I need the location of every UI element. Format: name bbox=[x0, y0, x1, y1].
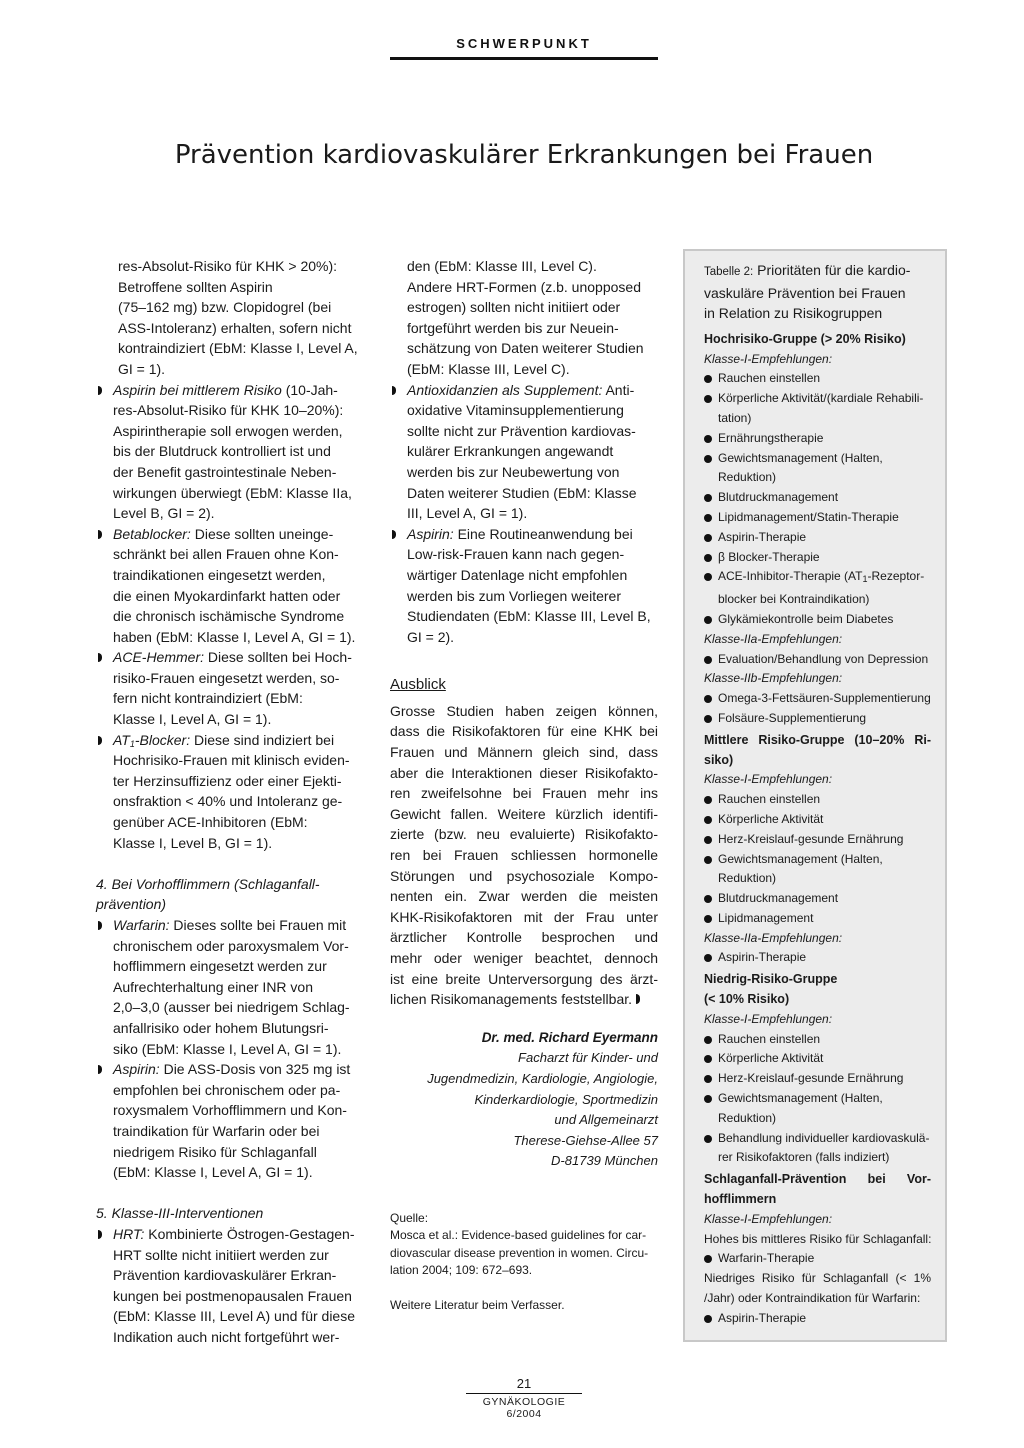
author-name: Dr. med. Richard Eyermann bbox=[481, 1029, 658, 1045]
text-line: sollte nicht zur Prävention kardiovas- bbox=[407, 422, 636, 439]
text-line: Störungen und psychosoziale Kompo- bbox=[390, 867, 658, 884]
list-item bbox=[704, 567, 931, 590]
text-line: Prävention kardiovaskulärer Erkran- bbox=[113, 1267, 337, 1284]
text-line: ren zweifelsohne bei Frauen mehr ins bbox=[390, 785, 658, 802]
text-line: GI = 2). bbox=[407, 628, 455, 645]
text-line: wirkungen überwiegt (EbM: Klasse IIa, bbox=[113, 484, 352, 501]
text: Kombinierte Östrogen-Gestagen- bbox=[144, 1225, 355, 1242]
text-line: den (EbM: Klasse III, Level C). bbox=[407, 258, 597, 274]
text-line: Low-risk-Frauen kann nach gegen- bbox=[407, 546, 625, 563]
term: Warfarin: bbox=[113, 917, 170, 933]
bullet-aspirin-mittel bbox=[96, 380, 372, 401]
text-line: der Benefit gastrointestinale Neben- bbox=[113, 463, 337, 480]
text-line: Studiendaten (EbM: Klasse III, Level B, bbox=[407, 608, 651, 625]
text-line-last bbox=[390, 989, 658, 1010]
text-line: chronischem oder paroxysmalem Vor- bbox=[113, 937, 349, 954]
list-item: Lipidmanagement bbox=[704, 909, 931, 929]
text-line: risiko-Frauen eingesetzt werden, so- bbox=[113, 669, 340, 686]
text-line: Hochrisiko-Frauen mit klinisch eviden- bbox=[113, 752, 350, 769]
bullet-antioxidanzien bbox=[390, 380, 658, 401]
bullet-at1-blocker bbox=[96, 730, 372, 751]
text: Die ASS-Dosis von 325 mg ist bbox=[159, 1061, 351, 1078]
table-title bbox=[704, 260, 931, 324]
text-line: empfohlen bei chronischem oder pa- bbox=[113, 1081, 341, 1098]
text-line: Frauen und Männern gleich sind, dass bbox=[390, 744, 658, 761]
author-line: D-81739 München bbox=[551, 1153, 658, 1169]
footer-rule bbox=[466, 1393, 582, 1394]
term: Aspirin: bbox=[113, 1061, 160, 1078]
bullet-warfarin bbox=[96, 915, 372, 936]
term: -Blocker: bbox=[134, 731, 191, 748]
text-line: hofflimmern eingesetzt werden zur bbox=[113, 958, 327, 975]
list-item: Körperliche Aktivität bbox=[704, 1049, 931, 1069]
text-line: KHK-Risikofaktoren mit der Frau unter bbox=[390, 908, 658, 925]
text-line: mehr oder weniger beachtet, dennoch bbox=[390, 950, 658, 966]
text-line: estrogen) sollten nicht initiiert oder bbox=[407, 299, 621, 316]
end-of-article-icon bbox=[636, 994, 640, 1004]
text-line: (EbM: Klasse III, Level C). bbox=[407, 360, 570, 377]
author-line: und Allgemeinarzt bbox=[554, 1112, 658, 1128]
text: Eine Routineanwendung bei bbox=[453, 525, 633, 542]
text-line: Level B, GI = 2). bbox=[113, 505, 215, 522]
text-line: kontraindiziert (EbM: Klasse I, Level A, bbox=[118, 340, 358, 357]
list-item: Blutdruckmanagement bbox=[704, 889, 931, 909]
class-label: Klasse-I-Empfehlungen: bbox=[704, 772, 833, 787]
text-line: siko (EbM: Klasse I, Level A, GI = 1). bbox=[113, 1040, 342, 1057]
text-line: onsfraktion < 40% und Intoleranz ge- bbox=[113, 793, 343, 810]
term: ACE-Hemmer: bbox=[113, 649, 205, 666]
source-line: diovascular disease prevention in women. Circu- bbox=[390, 1245, 649, 1260]
text-line: fortgeführt werden bis zur Neuein- bbox=[407, 319, 619, 336]
text-line: anfallrisiko oder hohem Blutungsri- bbox=[113, 1019, 329, 1036]
text-line: Aspirintherapie soll erwogen werden, bbox=[113, 422, 343, 439]
text: Anti- bbox=[602, 381, 635, 398]
list-item: Evaluation/Behandlung von Depression bbox=[704, 650, 931, 670]
literatur-note: Weitere Literatur beim Verfasser. bbox=[390, 1297, 565, 1312]
class-label: Klasse-I-Empfehlungen: bbox=[704, 1011, 833, 1026]
table-title-line: vaskuläre Prävention bei Frauen bbox=[704, 284, 906, 301]
text-line: res-Absolut-Risiko für KHK 10–20%): bbox=[113, 402, 344, 419]
text-line: Betroffene sollten Aspirin bbox=[118, 278, 273, 295]
list-item: Behandlung individueller kardiovaskulä- bbox=[704, 1129, 931, 1149]
list-item: Rauchen einstellen bbox=[704, 1030, 931, 1050]
bullet-aspirin-vhf bbox=[96, 1059, 372, 1080]
term: AT bbox=[113, 731, 130, 748]
text-line: (EbM: Klasse I, Level A, GI = 1). bbox=[113, 1164, 313, 1181]
bullet-betablocker bbox=[96, 524, 372, 545]
list-item-cont: rer Risikofaktoren (falls indiziert) bbox=[718, 1150, 890, 1165]
class-label: Klasse-IIa-Empfehlungen: bbox=[704, 930, 843, 945]
text-line: schätzung von Daten weiterer Studien bbox=[407, 340, 644, 357]
text-line: res-Absolut-Risiko für KHK > 20%): bbox=[118, 258, 338, 274]
group-hochrisiko: Hochrisiko-Gruppe (> 20% Risiko) bbox=[704, 331, 906, 346]
text: -Rezeptor- bbox=[867, 569, 925, 584]
text-line: traindikationen eingesetzt werden, bbox=[113, 566, 326, 583]
text-line: dass die Risikofaktoren für eine KHK bei bbox=[390, 723, 658, 740]
list-item: Folsäure-Supplementierung bbox=[704, 709, 931, 729]
list-item: β Blocker-Therapie bbox=[704, 548, 931, 568]
list-item-cont: tation) bbox=[718, 410, 752, 425]
text-line: Gewicht fallen. Weitere kürzlich identifi- bbox=[390, 805, 658, 822]
author-line: Jugendmedizin, Kardiologie, Angiologie, bbox=[427, 1070, 658, 1086]
risk-note: /Jahr) oder Kontraindikation für Warfarin: bbox=[704, 1291, 921, 1306]
class-label: Klasse-IIa-Empfehlungen: bbox=[704, 631, 843, 646]
text: Diese sind indiziert bei bbox=[190, 731, 335, 748]
text-line: ren bei Frauen schliessen hormonelle bbox=[390, 847, 658, 864]
page-title: Prävention kardiovaskulärer Erkrankungen bei Frauen bbox=[174, 140, 874, 170]
text-line: die chronisch ischämische Syndrome bbox=[113, 608, 345, 625]
list-item: Ernährungstherapie bbox=[704, 429, 931, 449]
list-item: Lipidmanagement/Statin-Therapie bbox=[704, 508, 931, 528]
list-item: Herz-Kreislauf-gesunde Ernährung bbox=[704, 830, 931, 850]
text-line: zierte (bzw. neu evaluierte) Risikofakto- bbox=[390, 826, 658, 843]
subscript: 1 bbox=[129, 738, 135, 749]
group-mittel: Mittlere Risiko-Gruppe (10–20% Ri- bbox=[704, 732, 931, 747]
text-line: (75–162 mg) bzw. Clopidogrel (bei bbox=[118, 299, 332, 316]
source-line: Mosca et al.: Evidence-based guidelines for car- bbox=[390, 1228, 647, 1243]
class-label: Klasse-I-Empfehlungen: bbox=[704, 1211, 833, 1226]
text-line: 2,0–3,0 (ausser bei niedrigem Schlag- bbox=[113, 999, 350, 1016]
text-line: GI = 1). bbox=[118, 360, 166, 377]
text-line: HRT sollte nicht initiiert werden zur bbox=[113, 1246, 329, 1263]
list-item-cont: blocker bei Kontraindikation) bbox=[718, 592, 870, 607]
bullet-hrt bbox=[96, 1224, 372, 1245]
subheading-vorhofflimmern-cont: prävention) bbox=[96, 896, 167, 913]
list-item: Aspirin-Therapie bbox=[704, 948, 931, 968]
text-line: (EbM: Klasse III, Level A) und für diese bbox=[113, 1308, 356, 1325]
author-line: Facharzt für Kinder- und bbox=[518, 1050, 658, 1066]
subheading-vorhofflimmern: 4. Bei Vorhofflimmern (Schlaganfall- bbox=[96, 875, 320, 892]
source-label: Quelle: bbox=[390, 1210, 429, 1225]
text-line: ist eine breite Unterversorgung des ärzt- bbox=[390, 970, 658, 987]
text-line: Indikation auch nicht fortgeführt wer- bbox=[113, 1328, 340, 1345]
text-line: ärztlicher Kontrolle besprochen und bbox=[390, 929, 658, 946]
text-line: die einen Myokardinfarkt hatten oder bbox=[113, 587, 341, 604]
text-line: niedrigem Risiko für Schlaganfall bbox=[113, 1143, 317, 1160]
text-line: Daten weiterer Studien (EbM: Klasse bbox=[407, 484, 637, 501]
group-niedrig-cont: (< 10% Risiko) bbox=[704, 992, 790, 1007]
author-line: Therese-Giehse-Allee 57 bbox=[513, 1132, 658, 1148]
list-item: Körperliche Aktivität/(kardiale Rehabili- bbox=[704, 389, 931, 409]
section-label: SCHWERPUNKT bbox=[456, 36, 592, 51]
text-line: fern nicht kontraindiziert (EbM: bbox=[113, 690, 303, 707]
text-line: kulärer Erkrankungen angewandt bbox=[407, 443, 614, 460]
text-line: bis der Blutdruck kontrolliert ist und bbox=[113, 443, 331, 460]
text-line: III, Level A, GI = 1). bbox=[407, 505, 528, 522]
text-line: schränkt bei allen Frauen ohne Kon- bbox=[113, 546, 339, 563]
text: ACE-Inhibitor-Therapie (AT bbox=[718, 569, 863, 584]
list-item: Glykämiekontrolle beim Diabetes bbox=[704, 610, 931, 630]
column-middle bbox=[390, 256, 658, 1314]
text: Dieses sollte bei Frauen mit bbox=[169, 917, 347, 933]
subscript: 1 bbox=[862, 574, 868, 585]
author-line: Kinderkardiologie, Sportmedizin bbox=[474, 1091, 658, 1107]
group-schlaganfall: Schlaganfall-Prävention bei Vor- bbox=[704, 1172, 931, 1187]
term: Aspirin bei mittlerem Risiko bbox=[113, 381, 282, 398]
column-left bbox=[96, 256, 372, 1347]
text-line: werden bis zum Vorliegen weiterer bbox=[407, 587, 621, 604]
list-item: Herz-Kreislauf-gesunde Ernährung bbox=[704, 1069, 931, 1089]
table-title-first: Prioritäten für die kardio- bbox=[753, 262, 911, 278]
text-line: genüber ACE-Inhibitoren (EbM: bbox=[113, 814, 308, 831]
list-item: Omega-3-Fettsäuren-Supplementierung bbox=[704, 689, 931, 709]
text-line: Klasse I, Level A, GI = 1). bbox=[113, 711, 272, 728]
table-label: Tabelle 2: bbox=[704, 266, 754, 278]
text-line: Klasse I, Level B, GI = 1). bbox=[113, 834, 273, 851]
bullet-ace-hemmer bbox=[96, 647, 372, 668]
text-line: Grosse Studien haben zeigen können, bbox=[390, 702, 658, 719]
source-line: lation 2004; 109: 672–693. bbox=[390, 1263, 533, 1278]
text: (10-Jah- bbox=[281, 381, 338, 398]
class-label: Klasse-I-Empfehlungen: bbox=[704, 351, 833, 366]
text: lichen Risikomanagements feststellbar. bbox=[390, 991, 633, 1008]
text-line: haben (EbM: Klasse I, Level A, GI = 1). bbox=[113, 628, 356, 645]
list-item: Gewichtsmanagement (Halten, bbox=[704, 850, 931, 870]
journal-name: GYNÄKOLOGIE 6/2004 bbox=[482, 1396, 566, 1420]
list-item-cont: Reduktion) bbox=[718, 871, 777, 886]
source-block bbox=[390, 1210, 658, 1315]
group-niedrig: Niedrig-Risiko-Gruppe bbox=[704, 972, 838, 987]
page-number: 21 bbox=[516, 1376, 532, 1391]
text-line: nenten ein. Zwar werden die meisten bbox=[390, 888, 658, 905]
text-line: Andere HRT-Formen (z.b. unopposed bbox=[407, 278, 641, 295]
text: Diese sollten bei Hoch- bbox=[204, 649, 352, 666]
text-line: aber die Interaktionen dieser Risikofakto- bbox=[390, 764, 658, 781]
bullet-aspirin-lowrisk bbox=[390, 524, 658, 545]
list-item: Aspirin-Therapie bbox=[704, 1309, 931, 1329]
class-label: Klasse-IIb-Empfehlungen: bbox=[704, 671, 843, 686]
term: Antioxidanzien als Supplement: bbox=[407, 381, 603, 398]
list-item-cont: Reduktion) bbox=[718, 1110, 777, 1125]
list-item: Rauchen einstellen bbox=[704, 369, 931, 389]
ausblick-heading: Ausblick bbox=[390, 676, 446, 694]
list-item: Blutdruckmanagement bbox=[704, 488, 931, 508]
term: HRT: bbox=[113, 1225, 145, 1242]
text-line: oxidative Vitaminsupplementierung bbox=[407, 402, 624, 419]
list-item: Körperliche Aktivität bbox=[704, 810, 931, 830]
table-box bbox=[683, 249, 947, 1342]
text-line: kungen bei postmenopausalen Frauen bbox=[113, 1287, 352, 1304]
group-mittel-cont: siko) bbox=[704, 752, 734, 767]
list-item: Rauchen einstellen bbox=[704, 790, 931, 810]
text-line: ter Herzinsuffizienz oder einer Ejekti- bbox=[113, 772, 342, 789]
list-item-cont: Reduktion) bbox=[718, 470, 777, 485]
subheading-klasse-iii: 5. Klasse-III-Interventionen bbox=[96, 1205, 264, 1222]
text: Diese sollten uneinge- bbox=[190, 525, 334, 542]
text-line: traindikation für Warfarin oder bei bbox=[113, 1122, 320, 1139]
section-rule bbox=[390, 57, 658, 60]
text-line: wärtiger Datenlage nicht empfohlen bbox=[407, 566, 628, 583]
group-schlaganfall-cont: hofflimmern bbox=[704, 1192, 777, 1207]
list-item: Aspirin-Therapie bbox=[704, 528, 931, 548]
text-line: Aufrechterhaltung einer INR von bbox=[113, 978, 313, 995]
text-line: roxysmalem Vorhofflimmern und Kon- bbox=[113, 1102, 347, 1119]
term: Aspirin: bbox=[407, 525, 454, 542]
risk-note: Hohes bis mittleres Risiko für Schlaganfall: bbox=[704, 1231, 932, 1246]
table-title-line: in Relation zu Risikogruppen bbox=[704, 305, 883, 322]
list-item: Gewichtsmanagement (Halten, bbox=[704, 1089, 931, 1109]
term: Betablocker: bbox=[113, 525, 191, 542]
risk-note: Niedriges Risiko für Schlaganfall (< 1% bbox=[704, 1271, 931, 1286]
author-block bbox=[390, 1028, 658, 1172]
text-line: ASS-Intoleranz) erhalten, sofern nicht bbox=[118, 319, 352, 336]
list-item: Warfarin-Therapie bbox=[704, 1249, 931, 1269]
list-item: Gewichtsmanagement (Halten, bbox=[704, 449, 931, 469]
text-line: werden bis zur Neubewertung von bbox=[407, 463, 620, 480]
